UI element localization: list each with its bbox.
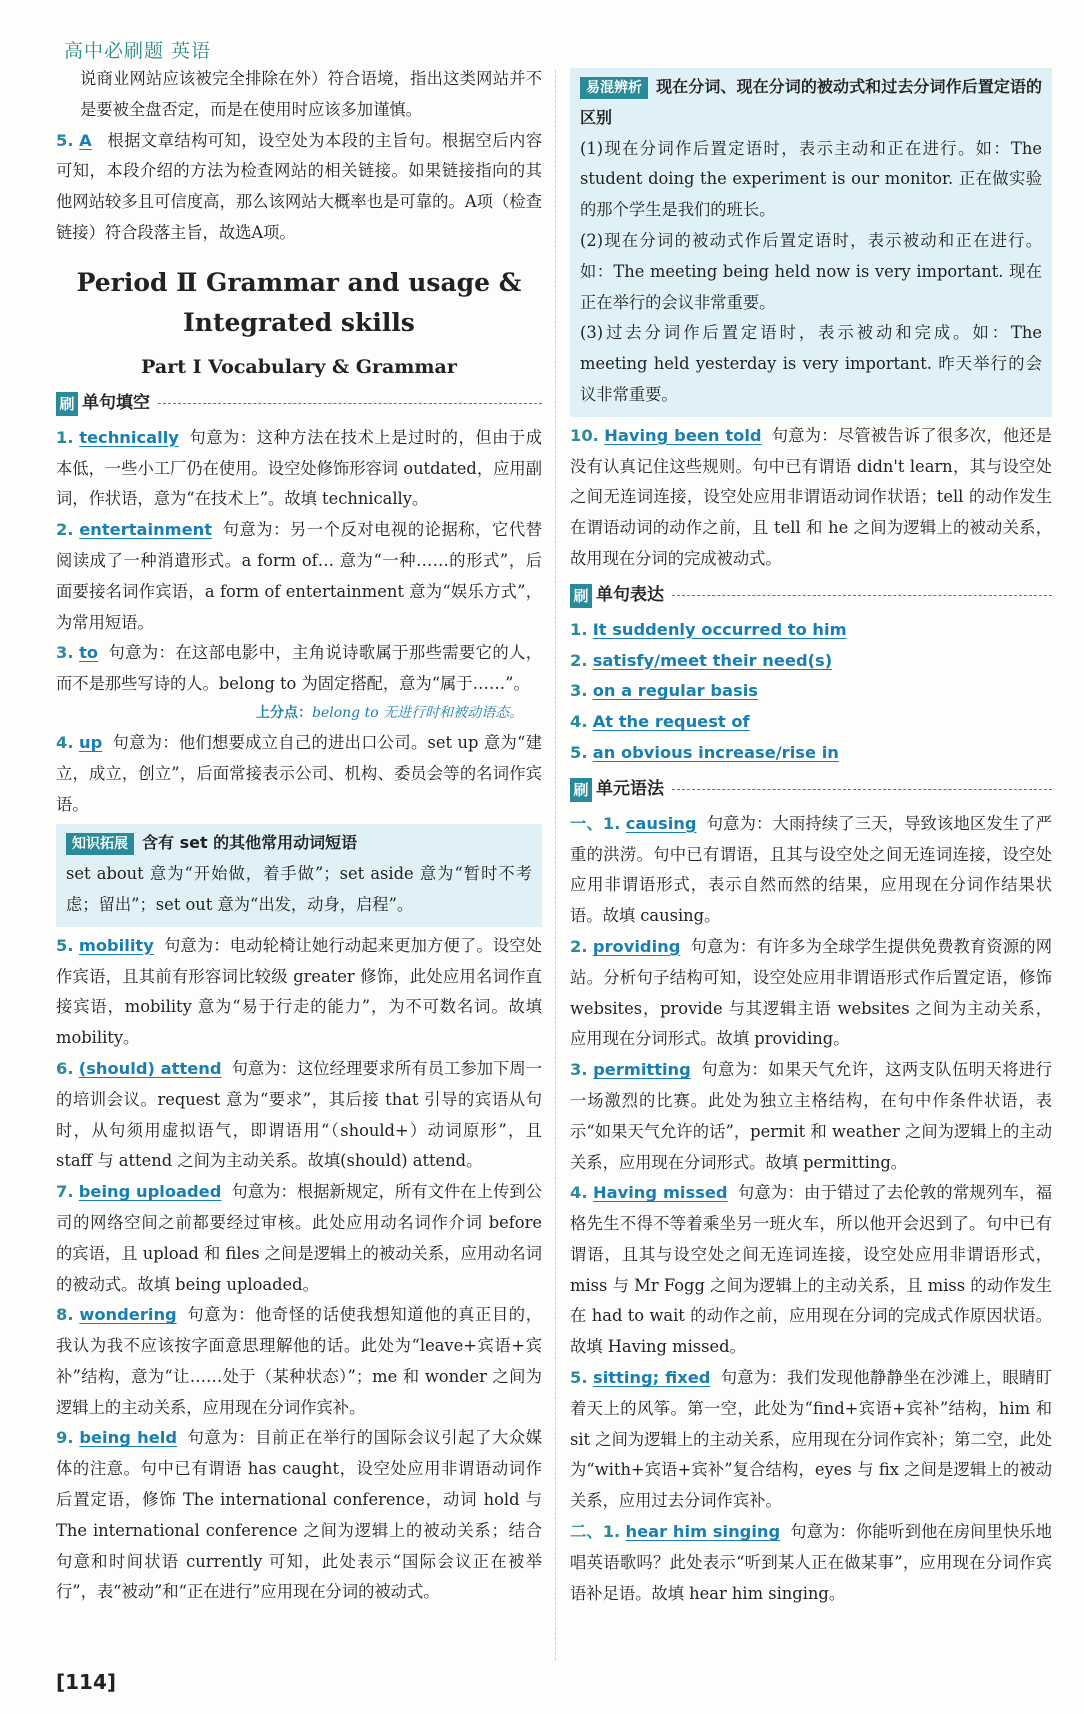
answer-text: satisfy/meet their need(s)	[592, 650, 833, 670]
item-number: 1.	[570, 619, 588, 639]
text: Period Ⅱ Grammar and usage &	[76, 267, 522, 297]
text: belong to 无进行时和被动语态。	[312, 704, 524, 721]
item-number: 4.	[570, 1183, 588, 1203]
item-number: 2.	[56, 520, 74, 540]
item-number: 1.	[56, 427, 74, 447]
answer-text: It suddenly occurred to him	[592, 619, 847, 639]
text: (2)现在分词的被动式作后置定语时，表示被动和正在进行。如：The meeting being held now is very important. 现在正在举行的会议非常重要。	[580, 230, 1042, 312]
explanation-text: 句意为：这种方法在技术上是过时的，但由于成本低，一些小工厂仍在使用。设空处修饰形容词 outdated，应用副词，作状语，意为“在技术上”。故填 technically。	[56, 427, 542, 509]
answer-text: wondering	[79, 1305, 177, 1325]
item-number: 4.	[56, 732, 74, 752]
answer-text: mobility	[78, 935, 154, 955]
list-item	[570, 707, 1052, 738]
text: 单句表达	[596, 585, 664, 606]
answer-text: on a regular basis	[592, 681, 758, 701]
answer-text: A	[79, 130, 92, 150]
text: 易混辨析	[580, 77, 648, 99]
section-title	[56, 263, 542, 343]
item-number: 一、1.	[570, 813, 621, 833]
item-number: 4.	[570, 712, 588, 732]
explanation-text: 根据文章结构可知，设空处为本段的主旨句。根据空后内容可知，本段介绍的方法为检查网站的相关链接。如果链接指向的其他网站较多且可信度高，那么该网站大概率也是可靠的。A项（检查链接）符合段落主旨，故选A项。	[56, 130, 542, 242]
explanation-text: 句意为：电动轮椅让她行动起来更加方便了。设空处作宾语，且其前有形容词比较级 greater 修饰，此处应用名词作直接宾语，mobility 意为“易于行走的能力”，为不可数名词。故填 mobility。	[56, 935, 542, 1048]
list-item	[570, 421, 1052, 575]
list-item	[570, 646, 1052, 677]
explanation-text: 句意为：如果天气允许，这两支队伍明天将进行一场激烈的比赛。此处为独立主格结构，在句中作条件状语，表示“如果天气允许的话”，permit 和 weather 之间为逻辑上的主动关系，应用现在分词形式。故填 permitting。	[570, 1060, 1052, 1172]
list-item	[56, 638, 542, 700]
explanation-text: 句意为：这位经理要求所有员工参加下周一的培训会议。request 意为“要求”，其后接 that 引导的宾语从句时，从句须用虚拟语气，即谓语用“（should+）动词原形”，且 staff 与 attend 之间为主动关系。故填(should) attend。	[56, 1058, 542, 1171]
explanation-text: 句意为：有许多为全球学生提供免费教育资源的网站。分析句子结构可知，设空处应用非谓语形式作后置定语，修饰 websites，provide 与其逻辑主语 websites 之间为主动关系，应用现在分词形式。故填 providing。	[570, 936, 1052, 1049]
right-column	[570, 64, 1052, 1609]
answer-text: entertainment	[79, 520, 213, 540]
text: Integrated skills	[183, 307, 415, 337]
text: 单元语法	[596, 779, 664, 800]
item-number: 5.	[570, 742, 588, 762]
list-item	[56, 931, 542, 1054]
item-number: 2.	[570, 650, 588, 670]
answer-text: hear him singing	[625, 1522, 781, 1542]
item-number: 7.	[56, 1182, 74, 1202]
answer-text: being uploaded	[78, 1182, 222, 1202]
explanation-text: 句意为：他奇怪的话使我想知道他的真正目的，我认为我不应该按字面意思理解他的话。此处为“leave+宾语+宾补”结构，意为“让……处于（某种状态）”；me 和 wonder 之间为逻辑上的主动关系，应用现在分词作宾补。	[56, 1305, 542, 1417]
item-number: 二、1.	[570, 1522, 621, 1542]
text: 上分点：	[256, 704, 312, 721]
item-number: 5.	[56, 935, 74, 955]
answer-text: an obvious increase/rise in	[592, 742, 839, 762]
item-number: 6.	[56, 1058, 74, 1078]
explanation-text: 句意为：他们想要成立自己的进出口公司。set up 意为“建立，成立，创立”，后面常接表示公司、机构、委员会等的名词作宾语。	[56, 732, 542, 814]
list-item	[570, 1363, 1052, 1517]
explanation-text: 句意为：大雨持续了三天，导致该地区发生了严重的洪涝。句中已有谓语，且其与设空处之间无连词连接，设空处应用非谓语形式，表示自然而然的结果，应用现在分词作结果状语。故填 causing。	[570, 813, 1052, 926]
text: set about 意为“开始做，着手做”；set aside 意为“暂时不考虑；留出”；set out 意为“出发，动身，启程”。	[66, 864, 532, 914]
explanation-text: 句意为：在这部电影中，主角说诗歌属于那些需要它的人，而不是那些写诗的人。belong to 为固定搭配，意为“属于……”。	[56, 643, 542, 694]
explanation-text: 句意为：另一个反对电视的论据称，它代替阅读成了一种消遣形式。a form of… 意为“一种……的形式”，后面要接名词作宾语，a form of entertainment 意为“娱乐方式”，为常用短语。	[56, 520, 542, 632]
explanation-text: 句意为：尽管被告诉了很多次，他还是没有认真记住这些规则。句中已有谓语 didn't learn，其与设空处之间无连词连接，设空处应用非谓语动词作状语；tell 的动作发生在谓语动词的动作之前，且 tell 和 he 之间为逻辑上的被动关系，故用现在分词的完成被动式。	[570, 425, 1052, 568]
answer-text: sitting; fixed	[593, 1368, 711, 1388]
item-number: 10.	[570, 425, 599, 445]
explanation-text: 句意为：你能听到他在房间里快乐地唱英语歌吗？此处表示“听到某人正在做某事”，应用现在分词作宾语补足语。故填 hear him singing。	[570, 1522, 1052, 1603]
answer-text: technically	[79, 427, 179, 447]
text: (1)现在分词作后置定语时，表示主动和正在进行。如：The student doing the experiment is our monitor. 正在做实验的那个学生是我们的班长。	[580, 138, 1042, 220]
brush-icon: 刷	[570, 584, 592, 608]
answer-text: to	[79, 643, 99, 663]
item-number: 3.	[570, 1060, 588, 1080]
explanation-text: 句意为：根据新规定，所有文件在上传到公司的网络空间之前都要经过审核。此处应用动名词作介词 before 的宾语，且 upload 和 files 之间是逻辑上的被动关系，应用动名词的被动式。故填 being uploaded。	[56, 1182, 542, 1294]
list-item	[570, 676, 1052, 707]
answer-text: Having missed	[592, 1183, 728, 1203]
item-number: 5.	[570, 1368, 588, 1388]
left-column	[56, 64, 542, 1608]
list-item	[56, 423, 542, 515]
list-item	[56, 1054, 542, 1177]
part-title: Part Ⅰ Vocabulary & Grammar	[141, 355, 457, 378]
item-number: 8.	[56, 1305, 74, 1325]
section-heading	[570, 581, 1052, 611]
list-item	[56, 515, 542, 638]
answer-text: being held	[79, 1428, 178, 1448]
explanation-text: 句意为：我们发现他静静坐在沙滩上，眼睛盯着天上的风筝。第一空，此处为“find+宾语+宾补”结构，him 和 sit 之间为逻辑上的主动关系，应用现在分词作宾补；第二空，此处为“with+宾语+宾补”复合结构，eyes 与 fix 之间是逻辑上的被动关系，应用过去分词作宾补。	[570, 1368, 1053, 1511]
list-item	[56, 1423, 542, 1608]
brush-icon: 刷	[570, 778, 592, 802]
list-item	[570, 809, 1052, 932]
list-item	[570, 615, 1052, 646]
answer-text: (should) attend	[78, 1058, 222, 1078]
comparison-box	[570, 68, 1052, 417]
list-item	[56, 126, 542, 249]
explanation-text: 句意为：由于错过了去伦敦的常规列车，福格先生不得不等着乘坐另一班火车，所以他开会迟到了。句中已有谓语，且其与设空处之间无连词连接，设空处应用非谓语形式，miss 与 Mr Fogg 之间为逻辑上的主动关系，且 miss 的动作发生在 had to wait 的动作之前，应用现在分词的完成式作原因状语。故填 Having missed。	[570, 1183, 1052, 1357]
item-number: 9.	[56, 1428, 74, 1448]
list-item	[570, 1517, 1052, 1609]
text: 单句填空	[82, 393, 150, 414]
list-item	[570, 932, 1052, 1055]
section-heading	[570, 775, 1052, 805]
answer-text: providing	[592, 936, 681, 956]
list-item	[56, 728, 542, 820]
item-number: 5.	[56, 130, 74, 150]
item-number: 3.	[570, 681, 588, 701]
answer-text: up	[79, 732, 103, 752]
column-divider	[555, 70, 556, 1660]
brush-icon: 刷	[56, 392, 78, 416]
answer-text: causing	[625, 813, 697, 833]
page-header: 高中必刷题 英语	[64, 40, 212, 62]
text: 知识拓展	[66, 833, 134, 855]
item-number: 3.	[56, 643, 74, 663]
answer-text: Having been told	[604, 425, 762, 445]
knowledge-box	[56, 824, 542, 926]
intro-text: 说商业网站应该被完全排除在外）符合语境，指出这类网站并不是要被全盘否定，而是在使用时应该多加谨慎。	[80, 69, 542, 119]
page-number: [114]	[56, 1670, 117, 1694]
list-item	[56, 1300, 542, 1423]
list-item	[570, 738, 1052, 769]
answer-text: permitting	[593, 1060, 691, 1080]
list-item	[56, 1177, 542, 1300]
list-item	[570, 1178, 1052, 1363]
section-heading	[56, 389, 542, 419]
item-number: 2.	[570, 936, 588, 956]
tip-note	[256, 702, 542, 724]
explanation-text: 句意为：目前正在举行的国际会议引起了大众媒体的注意。句中已有谓语 has caught，设空处应用非谓语动词作后置定语，修饰 The international conference，动词 hold 与 The international conference 之间为逻辑上的被动关系；结合句意和时间状语 currently 可知，此处表示“国际会议正在被举行”，表“被动”和“正在进行”应用现在分词的被动式。	[56, 1428, 542, 1602]
text: (3)过去分词作后置定语时，表示被动和完成。如：The meeting held yesterday is very important. 昨天举行的会议非常重要。	[580, 323, 1042, 404]
text: 现在分词、现在分词的被动式和过去分词作后置定语的区别	[580, 77, 1042, 127]
list-item	[570, 1055, 1052, 1178]
answer-text: At the request of	[592, 712, 750, 732]
text: 含有 set 的其他常用动词短语	[142, 833, 358, 853]
